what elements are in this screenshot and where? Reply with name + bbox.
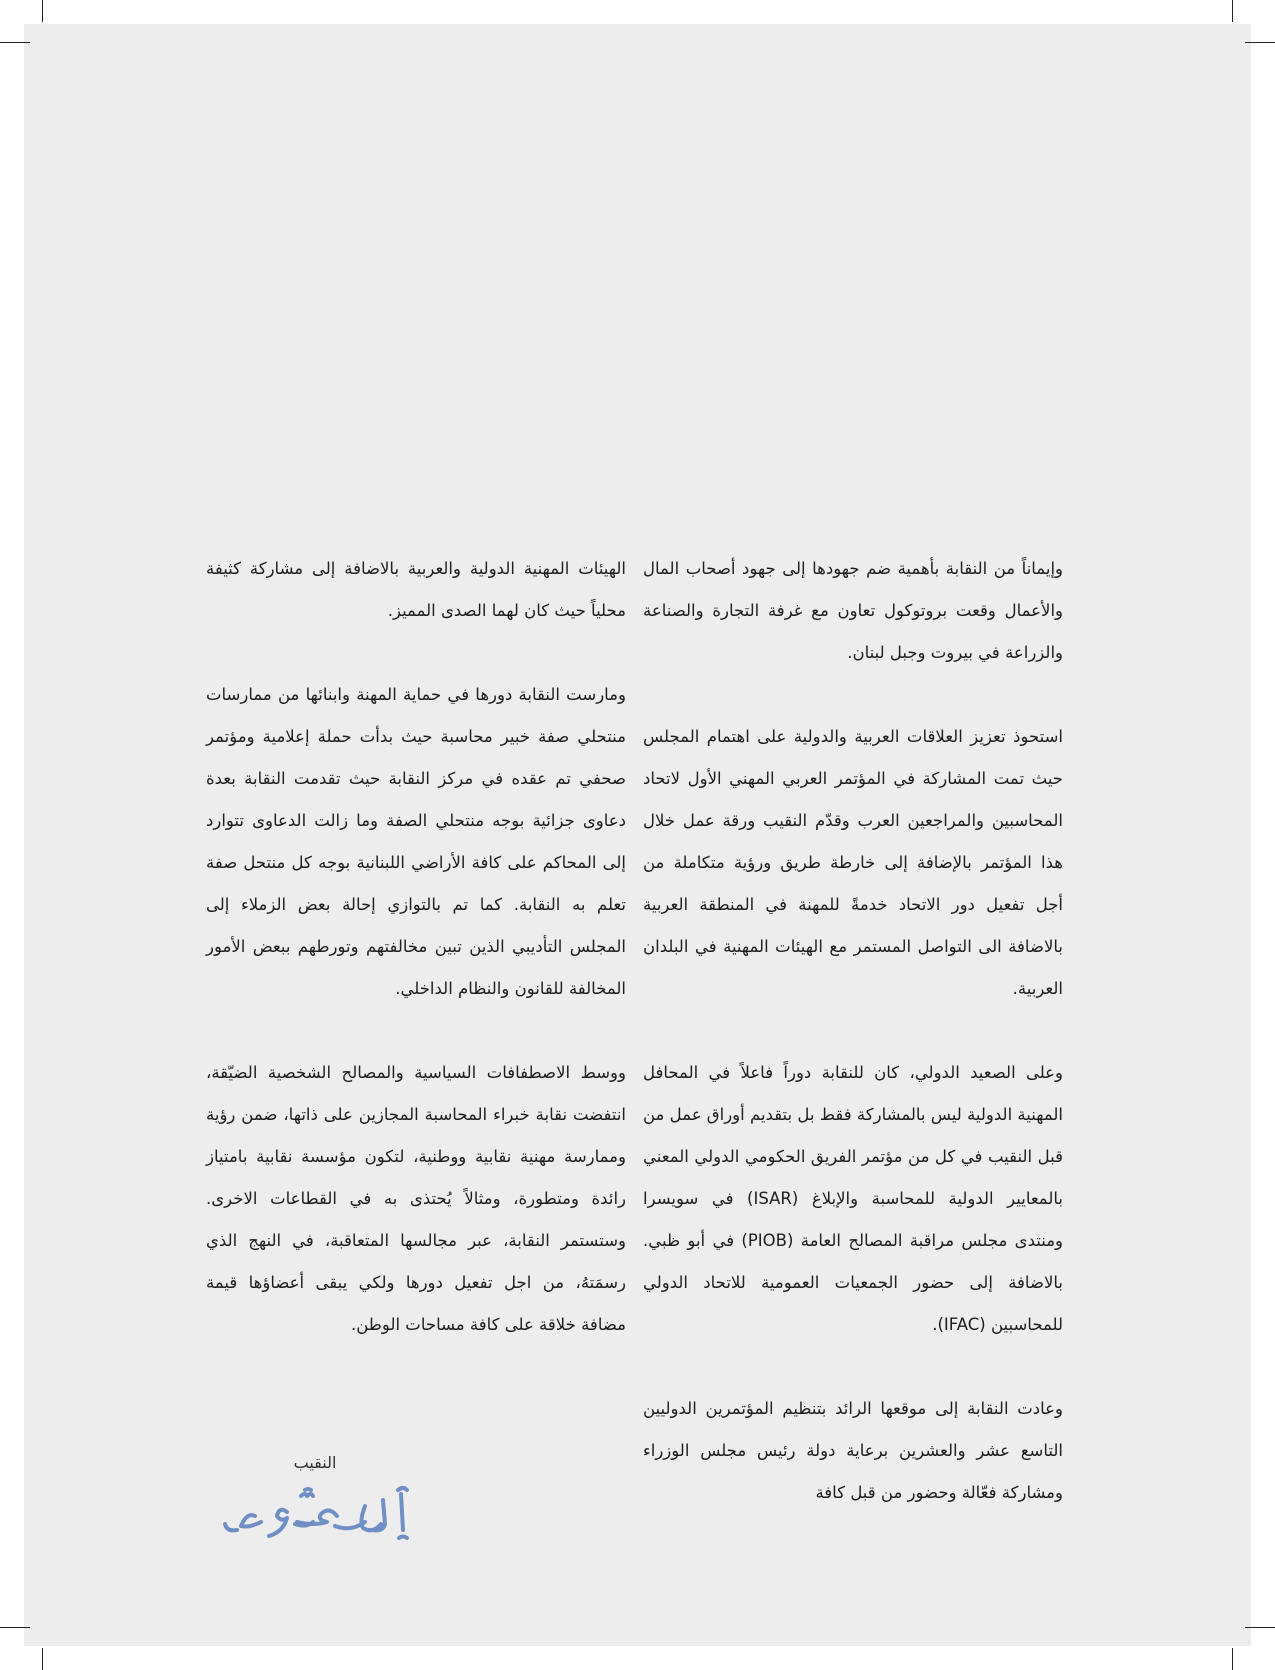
paragraph: وإيماناً من النقابة بأهمية ضم جهودها إلى جهود أصحاب المال والأعمال وقعت بروتوكول تعاون مع غرفة التجارة والصناعة والزراعة في بيروت وجبل لبنان. — [643, 559, 1063, 662]
crop-mark-top-left-vertical — [42, 0, 43, 22]
crop-mark-bottom-right-vertical — [1232, 1648, 1233, 1670]
article-column-right — [643, 548, 1063, 1514]
crop-mark-top-right-horizontal — [1245, 42, 1275, 43]
crop-mark-top-right-vertical — [1232, 0, 1233, 22]
paragraph: ومارست النقابة دورها في حماية المهنة وابنائها من ممارسات منتحلي صفة خبير محاسبة حيث بدأت حملة إعلامية ومؤتمر صحفي تم عقده في مركز النقابة حيث تقدمت النقابة بعدة دعاوى جزائية بوجه منتحلي الصفة وما زالت الدعاوى تتوارد إلى المحاكم على كافة الأراضي اللبنانية بوجه كل منتحل صفة تعلم به النقابة. كما تم بالتوازي إحالة بعض الزملاء إلى المجلس التأديبي الذين تبين مخالفتهم وتورطهم ببعض الأمور المخالفة للقانون والنظام الداخلي. — [206, 685, 626, 998]
paragraph: الهيئات المهنية الدولية والعربية بالاضافة إلى مشاركة كثيفة محلياً حيث كان لهما الصدى المميز. — [206, 559, 626, 620]
crop-mark-bottom-left-horizontal — [0, 1627, 30, 1628]
article-column-left — [206, 548, 626, 1346]
crop-mark-bottom-right-horizontal — [1245, 1627, 1275, 1628]
crop-mark-top-left-horizontal — [0, 42, 30, 43]
signature-title: النقيب — [293, 1453, 337, 1472]
paragraph: ووسط الاصطفافات السياسية والمصالح الشخصية الضيّقة، انتفضت نقابة خبراء المحاسبة المجازين على ذاتها، ضمن رؤية وممارسة مهنية نقابية ووطنية، لتكون مؤسسة نقابية بامتياز رائدة ومتطورة، ومثالاً يُحتذى به في القطاعات الاخرى. وستستمر النقابة، عبر مجالسها المتعاقبة، في النهج الذي رسمَتهُ، من اجل تفعيل دورها ولكي يبقى أعضاؤها قيمة مضافة خلاقة على كافة مساحات الوطن. — [206, 1063, 626, 1334]
paragraph: استحوذ تعزيز العلاقات العربية والدولية على اهتمام المجلس حيث تمت المشاركة في المؤتمر العربي المهني الأول لاتحاد المحاسبين والمراجعين العرب وقدّم النقيب ورقة عمل خلال هذا المؤتمر بالإضافة إلى خارطة طريق ورؤية متكاملة من أجل تفعيل دور الاتحاد خدمةً للمهنة في المنطقة العربية بالاضافة الى التواصل المستمر مع الهيئات المهنية في البلدان العربية. — [643, 727, 1063, 998]
handwritten-signature — [215, 1482, 415, 1552]
crop-mark-bottom-left-vertical — [42, 1648, 43, 1670]
paragraph: وعلى الصعيد الدولي، كان للنقابة دوراً فاعلاً في المحافل المهنية الدولية ليس بالمشاركة فقط بل بتقديم أوراق عمل من قبل النقيب في كل من مؤتمر الفريق الحكومي الدولي المعني بالمعايير الدولية للمحاسبة والإبلاغ (ISAR) في سويسرا ومنتدى مجلس مراقبة المصالح العامة (PIOB) في أبو ظبي. بالاضافة إلى حضور الجمعيات العمومية للاتحاد الدولي للمحاسبين (IFAC). — [643, 1063, 1063, 1334]
paragraph: وعادت النقابة إلى موقعها الرائد بتنظيم المؤتمرين الدوليين التاسع عشر والعشرين برعاية دولة رئيس مجلس الوزراء ومشاركة فعّالة وحضور من قبل كافة — [643, 1399, 1063, 1502]
